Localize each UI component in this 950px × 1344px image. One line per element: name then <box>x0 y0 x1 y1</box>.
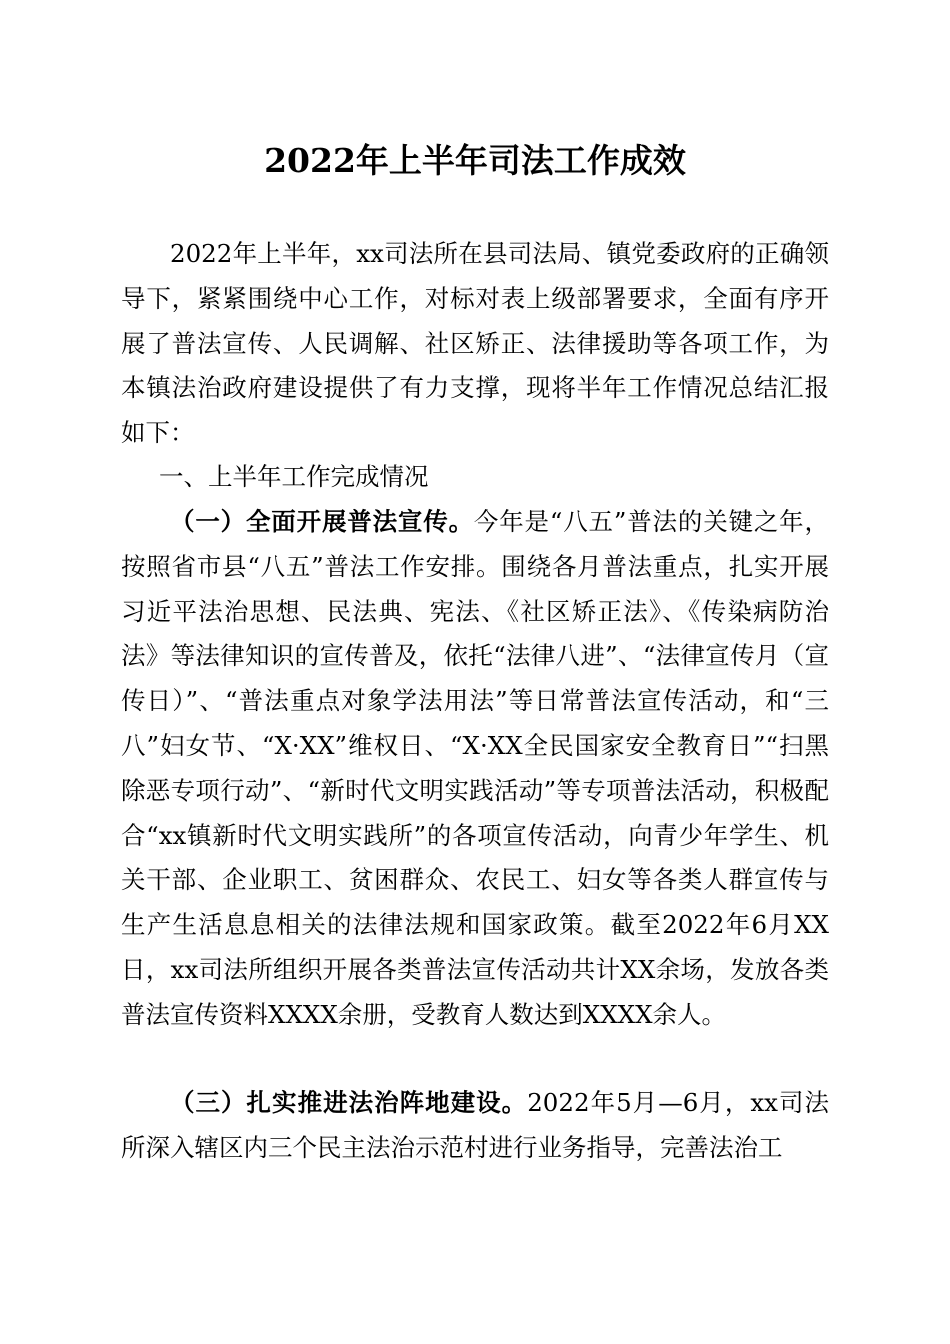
item-1-text: 今年是“八五”普法的关键之年，按照省市县“八五”普法工作安排。围绕各月普法重点，扎实开展习近平法治思想、民法典、宪法、《社区矫正法》、《传染病防治法》等法律知识的宣传普及，依托“法律八进”、“法律宣传月（宣传日）”、“普法重点对象学法用法”等日常普法宣传活动，和“三八”妇女节、“X·XX”维权日、“X·XX全民国家安全教育日”“扫黑除恶专项行动”、“新时代文明实践活动”等专项普法活动，积极配合“xx镇新时代文明实践所”的各项宣传活动，向青少年学生、机关干部、企业职工、贫困群众、农民工、妇女等各类人群宣传与生产生活息息相关的法律法规和国家政策。截至2022年6月XX日，xx司法所组织开展各类普法宣传活动共计XX余场，发放各类普法宣传资料XXXX余册，受教育人数达到XXXX余人。 <box>121 507 829 1029</box>
item-3-text: 2022年5月—6月，xx司法所深入辖区内三个民主法治示范村进行业务指导，完善法治工 <box>121 1088 829 1162</box>
item-1-lead: （一）全面开展普法宣传。 <box>170 507 474 536</box>
item-3-paragraph <box>121 1081 829 1171</box>
item-3-lead: （三）扎实推进法治阵地建设。 <box>170 1088 528 1117</box>
item-1-paragraph <box>121 500 829 1038</box>
intro-paragraph: 2022年上半年，xx司法所在县司法局、镇党委政府的正确领导下，紧紧围绕中心工作，对标对表上级部署要求，全面有序开展了普法宣传、人民调解、社区矫正、法律援助等各项工作，为本镇法治政府建设提供了有力支撑，现将半年工作情况总结汇报如下： <box>121 239 829 448</box>
section-heading: 一、上半年工作完成情况 <box>159 462 429 491</box>
document-title: 2022年上半年司法工作成效 <box>264 141 686 180</box>
